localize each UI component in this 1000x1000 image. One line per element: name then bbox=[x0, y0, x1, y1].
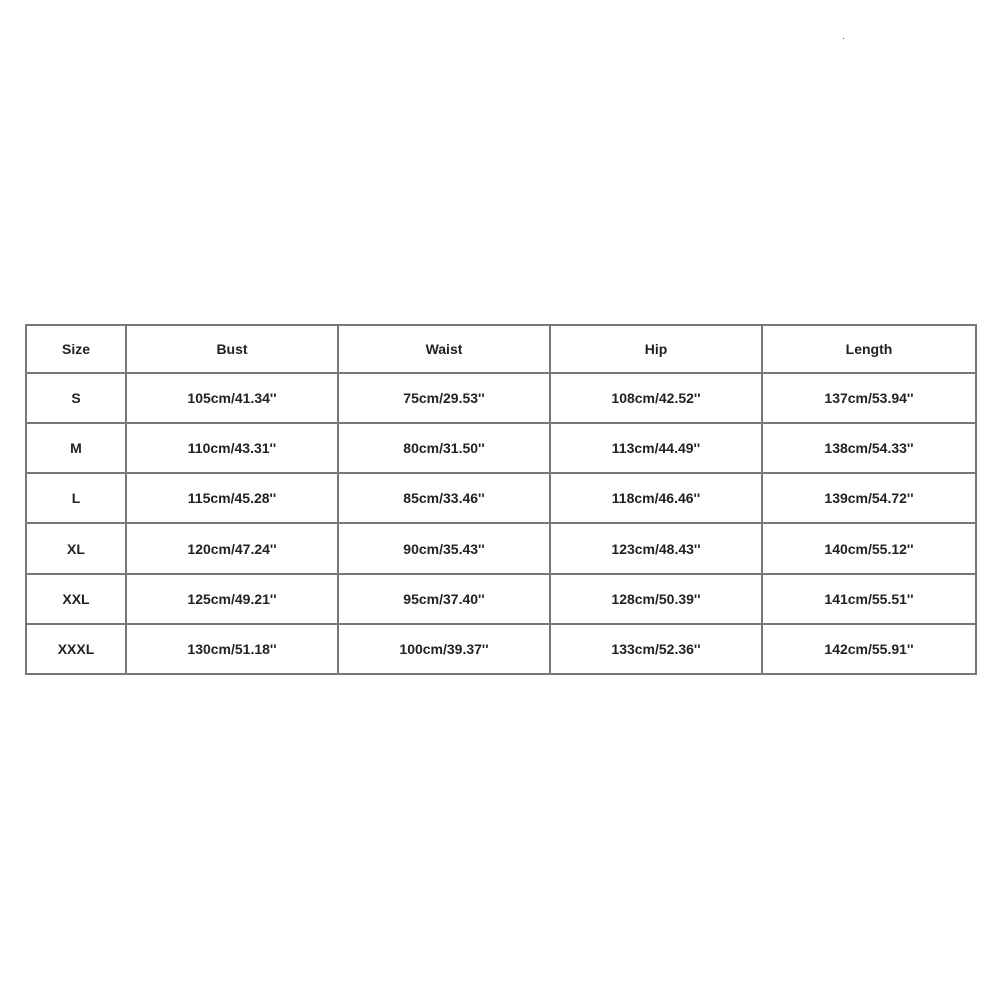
cell-waist: 85cm/33.46'' bbox=[338, 473, 550, 523]
cell-hip: 108cm/42.52'' bbox=[550, 373, 762, 423]
cell-hip: 118cm/46.46'' bbox=[550, 473, 762, 523]
cell-length: 138cm/54.33'' bbox=[762, 423, 976, 473]
header-hip: Hip bbox=[550, 325, 762, 373]
header-bust: Bust bbox=[126, 325, 338, 373]
cell-waist: 90cm/35.43'' bbox=[338, 523, 550, 573]
header-size: Size bbox=[26, 325, 126, 373]
table-row bbox=[26, 473, 976, 523]
cell-waist: 75cm/29.53'' bbox=[338, 373, 550, 423]
cell-bust: 105cm/41.34'' bbox=[126, 373, 338, 423]
cell-waist: 95cm/37.40'' bbox=[338, 574, 550, 624]
table-row bbox=[26, 624, 976, 674]
cell-length: 141cm/55.51'' bbox=[762, 574, 976, 624]
cell-hip: 128cm/50.39'' bbox=[550, 574, 762, 624]
stray-dot bbox=[843, 38, 844, 39]
cell-length: 142cm/55.91'' bbox=[762, 624, 976, 674]
size-chart-table bbox=[25, 324, 977, 675]
cell-bust: 130cm/51.18'' bbox=[126, 624, 338, 674]
cell-bust: 120cm/47.24'' bbox=[126, 523, 338, 573]
cell-bust: 115cm/45.28'' bbox=[126, 473, 338, 523]
cell-hip: 133cm/52.36'' bbox=[550, 624, 762, 674]
cell-bust: 110cm/43.31'' bbox=[126, 423, 338, 473]
cell-size: XXXL bbox=[26, 624, 126, 674]
header-waist: Waist bbox=[338, 325, 550, 373]
table-header-row bbox=[26, 325, 976, 373]
table-row bbox=[26, 423, 976, 473]
cell-size: XXL bbox=[26, 574, 126, 624]
cell-bust: 125cm/49.21'' bbox=[126, 574, 338, 624]
cell-size: S bbox=[26, 373, 126, 423]
cell-length: 137cm/53.94'' bbox=[762, 373, 976, 423]
table-row bbox=[26, 574, 976, 624]
cell-size: XL bbox=[26, 523, 126, 573]
cell-size: M bbox=[26, 423, 126, 473]
header-length: Length bbox=[762, 325, 976, 373]
cell-length: 140cm/55.12'' bbox=[762, 523, 976, 573]
table-row bbox=[26, 523, 976, 573]
cell-length: 139cm/54.72'' bbox=[762, 473, 976, 523]
cell-waist: 100cm/39.37'' bbox=[338, 624, 550, 674]
cell-hip: 113cm/44.49'' bbox=[550, 423, 762, 473]
cell-hip: 123cm/48.43'' bbox=[550, 523, 762, 573]
cell-size: L bbox=[26, 473, 126, 523]
table-row bbox=[26, 373, 976, 423]
cell-waist: 80cm/31.50'' bbox=[338, 423, 550, 473]
